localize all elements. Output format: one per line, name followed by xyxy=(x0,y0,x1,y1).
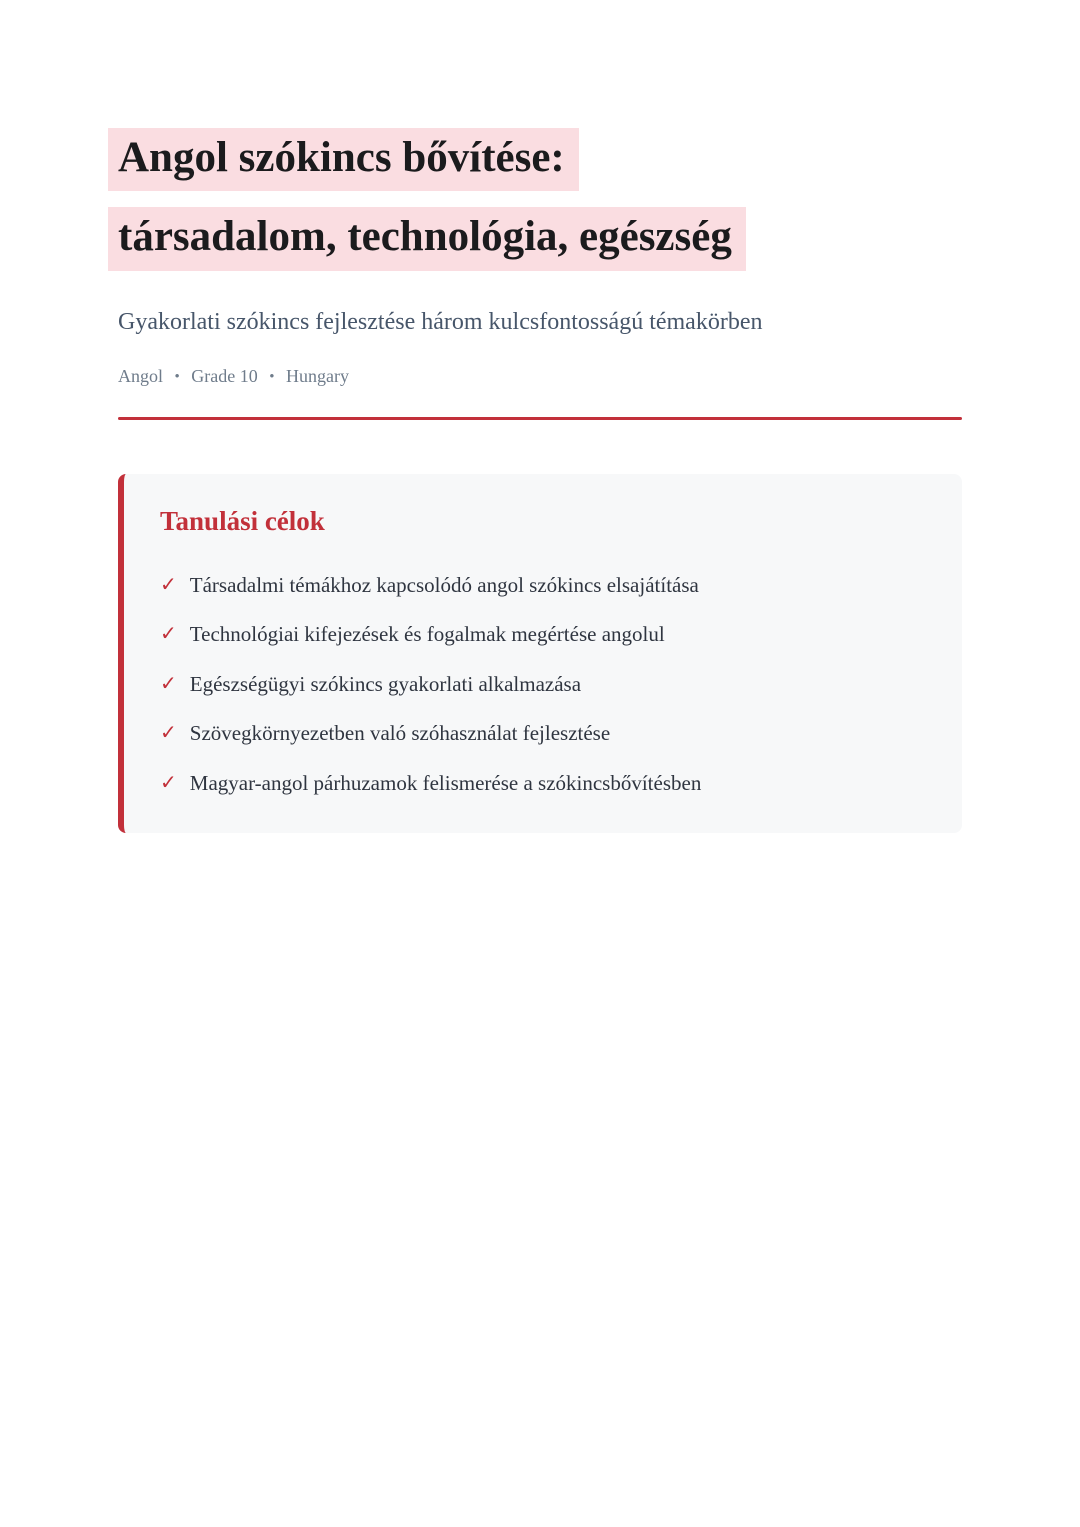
objective-text: Magyar-angol párhuzamok felismerése a szókincsbővítésben xyxy=(189,770,702,795)
objective-text: Szövegkörnyezetben való szóhasználat fejlesztése xyxy=(189,721,611,746)
divider-rule xyxy=(118,417,962,420)
title-line-2-wrap xyxy=(118,207,962,270)
objectives-heading: Tanulási célok xyxy=(160,506,325,537)
lesson-header xyxy=(118,128,962,420)
bullet-separator-icon: • xyxy=(174,369,180,386)
meta-line xyxy=(118,366,962,387)
objective-item xyxy=(160,769,922,797)
objective-text: Technológiai kifejezések és fogalmak megértése angolul xyxy=(189,622,665,647)
objective-item xyxy=(160,670,922,698)
objective-text: Társadalmi témákhoz kapcsolódó angol szókincs elsajátítása xyxy=(189,573,699,598)
learning-objectives-card xyxy=(118,474,962,833)
title-line-1: Angol szókincs bővítése: xyxy=(108,128,579,191)
page-subtitle: Gyakorlati szókincs fejlesztése három kulcsfontosságú témakörben xyxy=(118,308,763,335)
check-icon: ✓ xyxy=(160,771,177,794)
objectives-list xyxy=(160,571,922,797)
objective-item xyxy=(160,620,922,648)
meta-subject: Angol xyxy=(118,366,163,387)
page-title xyxy=(118,128,962,271)
check-icon: ✓ xyxy=(160,574,177,597)
check-icon: ✓ xyxy=(160,722,177,745)
objective-text: Egészségügyi szókincs gyakorlati alkalmazása xyxy=(189,671,582,696)
objective-item xyxy=(160,571,922,599)
meta-grade: Grade 10 xyxy=(191,366,258,387)
check-icon: ✓ xyxy=(160,672,177,695)
title-line-1-wrap xyxy=(118,128,962,191)
title-line-2: társadalom, technológia, egészség xyxy=(108,207,746,270)
meta-location: Hungary xyxy=(286,366,349,387)
check-icon: ✓ xyxy=(160,623,177,646)
lesson-page xyxy=(118,0,962,833)
bullet-separator-icon: • xyxy=(269,369,275,386)
objective-item xyxy=(160,719,922,747)
